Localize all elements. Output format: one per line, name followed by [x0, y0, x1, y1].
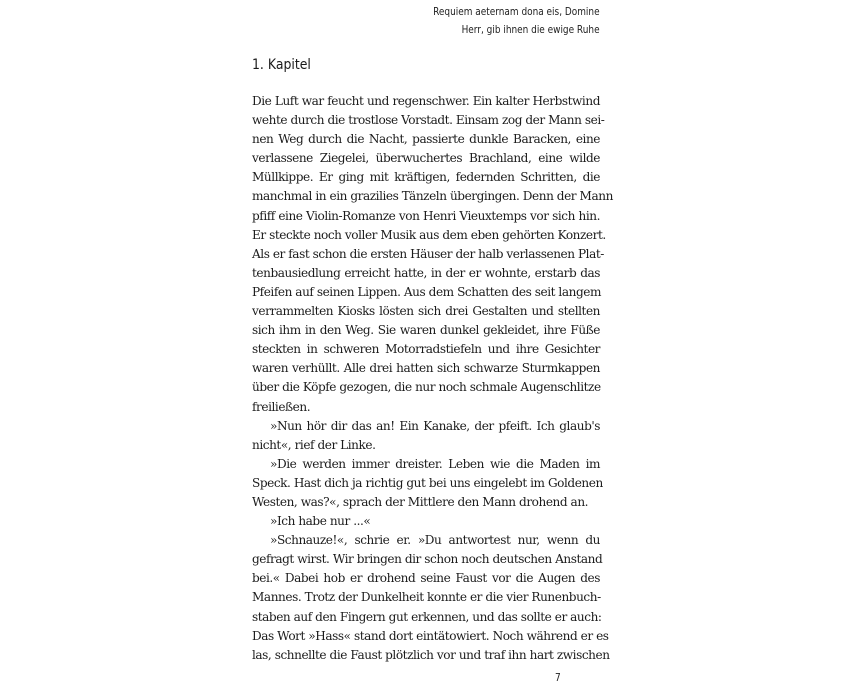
text-line: staben auf den Fingern gut erkennen, und das sollte er auch:	[252, 609, 602, 624]
text-line: tenbausiedlung erreicht hatte, in der er wohnte, erstarb das	[252, 265, 600, 280]
text-line: nen Weg durch die Nacht, passierte dunkle Baracken, eine	[252, 132, 600, 147]
text-line: »Nun hör dir das an! Ein Kanake, der pfeift. Ich glaub's	[270, 418, 600, 433]
text-line: Speck. Hast dich ja richtig gut bei uns eingelebt im Goldenen	[252, 475, 603, 490]
text-line: waren verhüllt. Alle drei hatten sich schwarze Sturmkappen	[252, 361, 600, 376]
epigraph-line-latin: Requiem aeternam dona eis, Domine	[433, 6, 600, 18]
text-line: »Ich habe nur ...«	[270, 514, 371, 529]
text-line: steckten in schweren Motorradstiefeln und ihre Gesichter	[252, 342, 600, 357]
text-line: Die Luft war feucht und regenschwer. Ein kalter Herbstwind	[252, 94, 600, 108]
text-line: wehte durch die trostlose Vorstadt. Einsam zog der Mann sei-	[252, 113, 605, 128]
text-line: Als er fast schon die ersten Häuser der halb verlassenen Plat-	[252, 246, 604, 261]
text-line: manchmal in ein grazilies Tänzeln übergingen. Denn der Mann	[252, 189, 613, 204]
text-line: Er steckte noch voller Musik aus dem eben gehörten Konzert.	[252, 227, 606, 242]
text-line: Mannes. Trotz der Dunkelheit konnte er die vier Runenbuch-	[252, 590, 601, 605]
text-line: über die Köpfe gezogen, die nur noch schmale Augenschlitze	[252, 380, 601, 395]
text-line: verlassene Ziegelei, überwuchertes Brachland, eine wilde	[252, 151, 600, 166]
text-line: »Die werden immer dreister. Leben wie die Maden im	[270, 456, 600, 471]
epigraph-line-german: Herr, gib ihnen die ewige Ruhe	[461, 24, 600, 36]
body-text	[252, 92, 613, 665]
text-line: Westen, was?«, sprach der Mittlere den Mann drohend an.	[252, 494, 589, 509]
text-line: las, schnellte die Faust plötzlich vor und traf ihn hart zwischen	[252, 647, 610, 662]
text-line: bei.« Dabei hob er drohend seine Faust vor die Augen des	[252, 571, 600, 586]
page-number: 7	[555, 672, 561, 684]
chapter-title: 1. Kapitel	[252, 57, 311, 73]
text-line: Das Wort »Hass« stand dort eintätowiert. Noch während er es	[252, 628, 609, 643]
text-line: verrammelten Kiosks lösten sich drei Gestalten und stellten	[252, 304, 600, 319]
text-line: »Schnauze!«, schrie er. »Du antwortest nur, wenn du	[270, 533, 600, 548]
text-line: pfiff eine Violin-Romanze von Henri Vieuxtemps vor sich hin.	[252, 208, 600, 223]
text-line: freiließen.	[252, 399, 311, 414]
text-line: nicht«, rief der Linke.	[252, 437, 376, 452]
text-line: Müllkippe. Er ging mit kräftigen, federnden Schritten, die	[252, 170, 600, 185]
text-line: gefragt wirst. Wir bringen dir schon noch deutschen Anstand	[252, 552, 603, 567]
epigraph	[434, 3, 600, 39]
text-line: Pfeifen auf seinen Lippen. Aus dem Schatten des seit langem	[252, 284, 601, 299]
text-line: sich ihm in den Weg. Sie waren dunkel gekleidet, ihre Füße	[252, 323, 600, 338]
